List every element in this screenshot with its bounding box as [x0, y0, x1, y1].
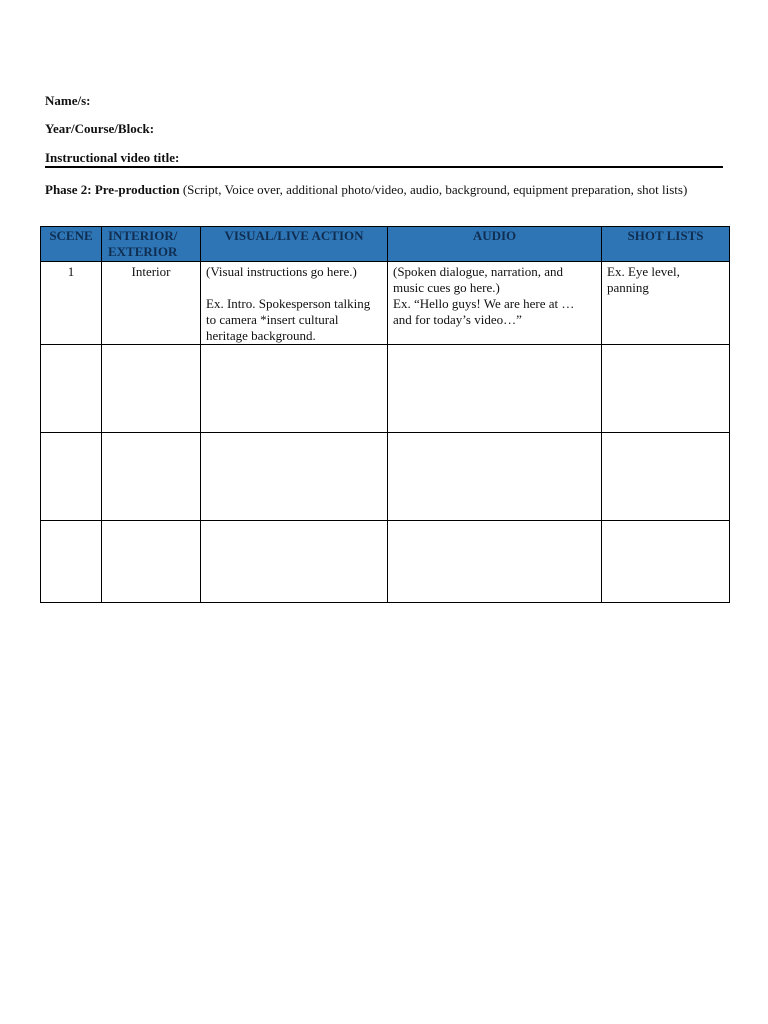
cell-audio[interactable]	[388, 345, 602, 433]
visual-example-text: Ex. Intro. Spokesperson talking to camera *insert cultural heritage background.	[206, 296, 371, 343]
cell-shot-lists[interactable]: Ex. Eye level, panning	[602, 262, 730, 345]
audio-example-text: Ex. “Hello guys! We are here at … and for today’s video…”	[393, 296, 575, 327]
phase-heading	[45, 181, 720, 198]
cell-interior-exterior[interactable]	[102, 521, 201, 603]
cell-visual[interactable]	[201, 521, 388, 603]
cell-visual[interactable]	[201, 262, 388, 345]
phase-label: Phase 2: Pre-production	[45, 182, 180, 197]
header-scene: SCENE	[41, 227, 102, 262]
cell-scene[interactable]: 1	[41, 262, 102, 345]
cell-scene[interactable]	[41, 345, 102, 433]
header-audio: AUDIO	[388, 227, 602, 262]
cell-shot-lists[interactable]	[602, 433, 730, 521]
header-interior-exterior: INTERIOR/ EXTERIOR	[102, 227, 201, 262]
table-row	[41, 521, 730, 603]
cell-interior-exterior[interactable]	[102, 433, 201, 521]
cell-interior-exterior[interactable]: Interior	[102, 262, 201, 345]
table-row	[41, 433, 730, 521]
cell-visual[interactable]	[201, 345, 388, 433]
cell-shot-lists[interactable]	[602, 345, 730, 433]
header-visual-live-action: VISUAL/LIVE ACTION	[201, 227, 388, 262]
table-row	[41, 262, 730, 345]
shot-table	[40, 226, 730, 603]
cell-audio[interactable]	[388, 262, 602, 345]
audio-instruction-text: (Spoken dialogue, narration, and music cues go here.)	[393, 264, 564, 295]
cell-spacer	[206, 280, 382, 296]
table-row	[41, 345, 730, 433]
cell-visual[interactable]	[201, 433, 388, 521]
phase-description: (Script, Voice over, additional photo/video, audio, background, equipment preparation, shot lists)	[179, 182, 688, 197]
header-divider	[45, 166, 723, 168]
visual-instruction-text: (Visual instructions go here.)	[206, 264, 357, 279]
cell-shot-lists[interactable]	[602, 521, 730, 603]
cell-audio[interactable]	[388, 521, 602, 603]
cell-interior-exterior[interactable]	[102, 345, 201, 433]
names-label: Name/s:	[45, 93, 91, 108]
cell-scene[interactable]	[41, 521, 102, 603]
video-title-label: Instructional video title:	[45, 150, 180, 165]
cell-audio[interactable]	[388, 433, 602, 521]
year-course-block-label: Year/Course/Block:	[45, 121, 155, 136]
header-shot-lists: SHOT LISTS	[602, 227, 730, 262]
cell-scene[interactable]	[41, 433, 102, 521]
table-header-row	[41, 227, 730, 262]
